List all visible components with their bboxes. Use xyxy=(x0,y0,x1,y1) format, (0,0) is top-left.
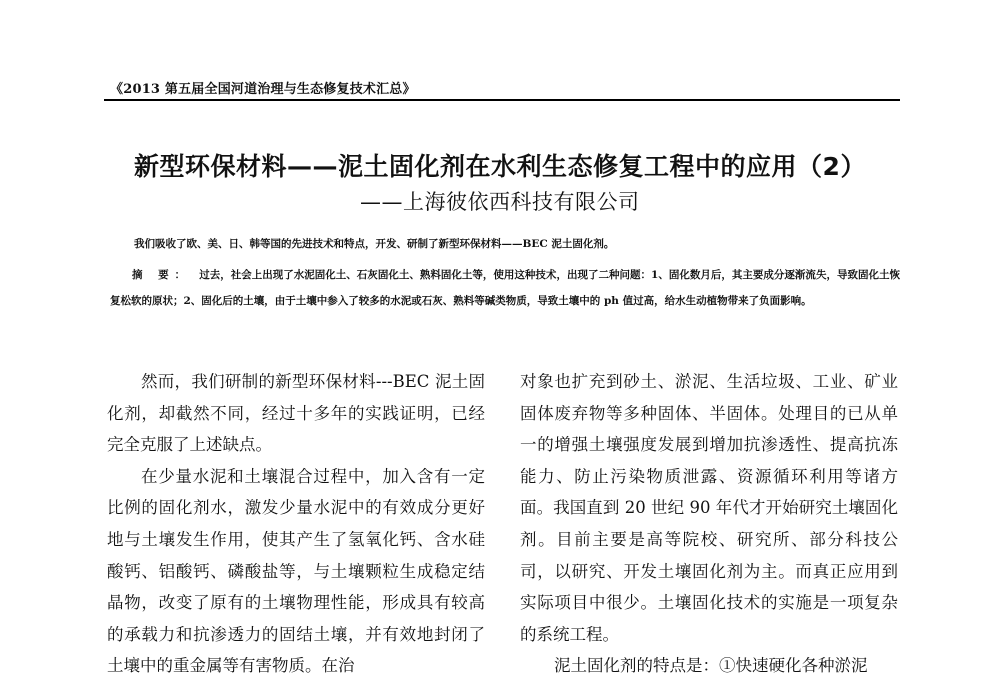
body-paragraph: 然而，我们研制的新型环保材料---BEC 泥土固化剂，却截然不同，经过十多年的实践证明，已经完全克服了上述缺点。 xyxy=(107,372,485,455)
body-paragraph: 泥土固化剂的特点是：①快速硬化各种淤泥 xyxy=(554,656,868,676)
abstract-label: 摘 要： xyxy=(132,269,192,281)
abstract-text: 过去，社会上出现了水泥固化土、石灰固化土、熟料固化土等，使用这种技术，出现了二种问题：1、固化数月后，其主要成分逐渐流失，导致固化土恢复松软的原状；2、固化后的土壤，由于土壤中参入了较多的水泥或石灰、熟料等碱类物质，导致土壤中的 ph 值过高，给水生动植物带来了负面影响。 xyxy=(110,269,900,307)
article-subtitle: ——上海彼依西科技有限公司 xyxy=(360,190,640,214)
abstract xyxy=(110,262,900,314)
body-paragraph: 在少量水泥和土壤混合过程中，加入含有一定比例的固化剂水，激发少量水泥中的有效成分更好地与土壤发生作用，使其产生了氢氧化钙、含水硅酸钙、铝酸钙、磷酸盐等，与土壤颗粒生成稳定结晶物，改变了原有的土壤物理性能，形成具有较高的承载力和抗渗透力的固结土壤，并有效地封闭了土壤中的重金属等有害物质。在治 xyxy=(107,466,485,676)
intro-line: 我们吸收了欧、美、日、韩等国的先进技术和特点，开发、研制了新型环保材料——BEC 泥土固化剂。 xyxy=(134,238,615,250)
article-title: 新型环保材料——泥土固化剂在水利生态修复工程中的应用（2） xyxy=(134,152,866,181)
body-column-right xyxy=(520,366,898,682)
running-header: 《2013 第五届全国河道治理与生态修复技术汇总》 xyxy=(110,82,416,97)
header-rule xyxy=(104,99,900,101)
body-paragraph: 对象也扩充到砂土、淤泥、生活垃圾、工业、矿业固体废弃物等多种固体、半固体。处理目的已从单一的增强土壤强度发展到增加抗渗透性、提高抗冻能力、防止污染物质泄露、资源循环利用等诸方面。我国直到 20 世纪 90 年代才开始研究土壤固化剂。目前主要是高等院校、研究所、部分科技公司，以研究、开发土壤固化剂为主。而真正应用到实际项目中很少。土壤固化技术的实施是一项复杂的系统工程。 xyxy=(520,372,898,644)
body-column-left xyxy=(107,366,485,682)
